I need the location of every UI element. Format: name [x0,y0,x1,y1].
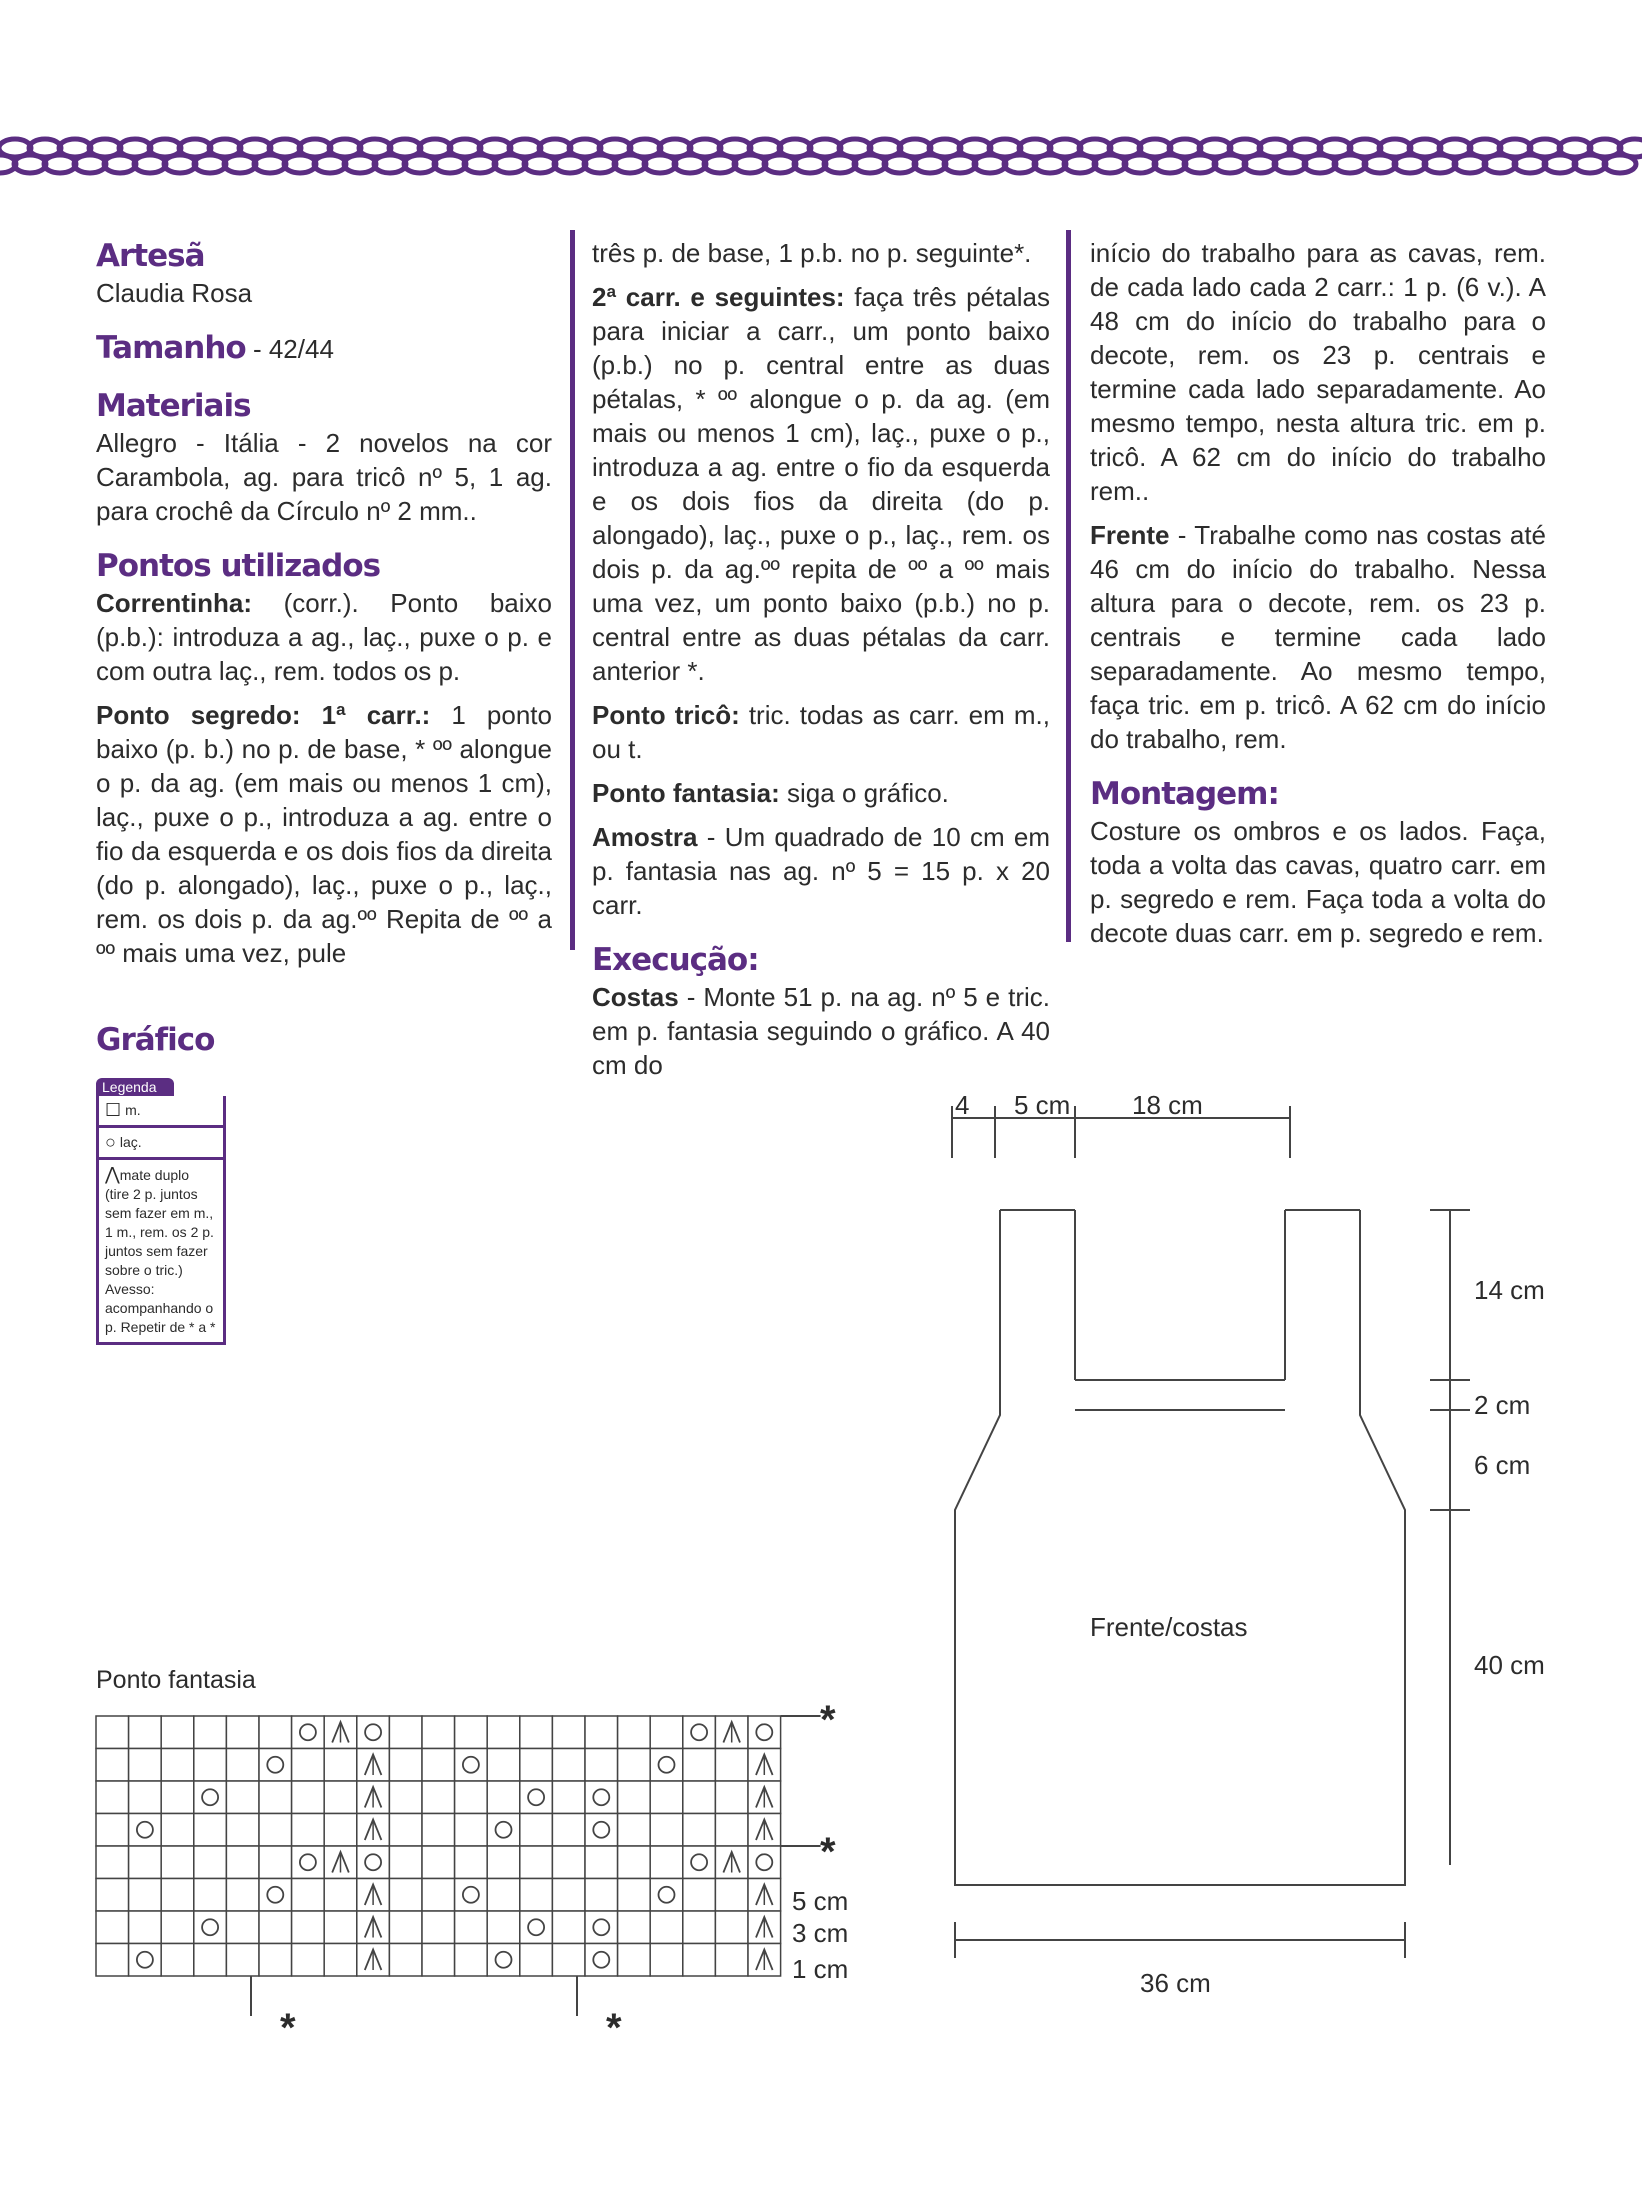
frente-paragraph [1090,518,1546,756]
dim-side-6cm: 6 cm [1474,1450,1531,1480]
dim-side-14cm: 14 cm [1474,1275,1545,1305]
chart-cell [683,1716,716,1749]
chart-cell [683,1749,716,1782]
chart-cell [487,1781,520,1814]
col3-continuation: início do trabalho para as cavas, rem. de cada lado cada 2 carr.: 1 p. (6 v.). A 48 cm do início do trabalho para o decote, rem. os 23 p. centrais e termine cada lado separadamente. Ao mesmo tempo, nesta altura tric. em p. tricô. A 62 cm do início do trabalho rem.. [1090,238,1546,506]
chart-cell [96,1781,129,1814]
chart-cell [96,1716,129,1749]
chart-cell [552,1781,585,1814]
chart-cell [585,1814,618,1847]
chart-cell [259,1911,292,1944]
chart-cell [226,1749,259,1782]
row-label-5cm: 5 cm [792,1886,849,1916]
legend-box [96,1079,226,1345]
chart-cell [552,1749,585,1782]
trico-paragraph [592,698,1050,766]
chart-cell [226,1846,259,1879]
dim-bottom-36cm: 36 cm [1140,1968,1211,1998]
chart-cell [161,1944,194,1977]
chart-cell [618,1781,651,1814]
chart-cell [129,1944,162,1977]
chart-cell [552,1716,585,1749]
chart-cell [715,1911,748,1944]
chart-cell [324,1749,357,1782]
chart-cell [455,1911,488,1944]
dim-top-18cm: 18 cm [1132,1090,1203,1120]
frente-label: Frente [1090,520,1170,550]
dim-top-5cm: 5 cm [1014,1090,1071,1120]
chart-cell [585,1911,618,1944]
chart-cell [650,1944,683,1977]
chart-cell [194,1814,227,1847]
trico-label: Ponto tricô: [592,700,740,730]
chart-cell [226,1911,259,1944]
chart-cell [324,1879,357,1912]
chart-cell [552,1944,585,1977]
chart-cell [520,1911,553,1944]
chart-cell [129,1716,162,1749]
chart-cell [683,1814,716,1847]
circle-icon: ○ [105,1132,116,1152]
segredo-label: Ponto segredo: 1ª carr.: [96,700,431,730]
chart-cell [552,1846,585,1879]
chart-cell [422,1749,455,1782]
chart-cell [292,1879,325,1912]
column-2 [592,236,1050,1092]
column-divider-left [570,230,575,950]
chart-cell [487,1846,520,1879]
chart-cell [194,1716,227,1749]
repeat-star-bottom-right: * [606,2006,622,2050]
chart-cell [487,1749,520,1782]
artesa-name: Claudia Rosa [96,278,253,308]
chart-cell [520,1814,553,1847]
chart-cell [422,1814,455,1847]
chart-cell [389,1814,422,1847]
legend-row-yarnover [99,1125,223,1157]
chart-cell [422,1846,455,1879]
chart-cell [650,1911,683,1944]
chart-cell [292,1944,325,1977]
double-decrease-icon: ⋀ [105,1164,120,1184]
chart-cell [455,1846,488,1879]
chart-cell [96,1879,129,1912]
frente-text: - Trabalhe como nas costas até 46 cm do início do trabalho. Nessa altura para o decote, rem. os 23 p. centrais e termine cada lado separadamente. Ao mesmo tempo, faça tric. em p. tricô. A 62 cm do início do trabalho, rem. [1090,520,1546,754]
chart-cell [650,1846,683,1879]
chart-cell [324,1814,357,1847]
chart-cell [259,1944,292,1977]
chart-cell [161,1846,194,1879]
chart-cell [96,1749,129,1782]
chart-cell [96,1911,129,1944]
correntinha-label: Correntinha: [96,588,252,618]
chart-cell [161,1749,194,1782]
chart-cell [552,1814,585,1847]
chart-cell [96,1944,129,1977]
chart-cell [389,1749,422,1782]
chart-cell [618,1944,651,1977]
chart-cell [194,1944,227,1977]
chart-cell [650,1749,683,1782]
diagram-center-label: Frente/costas [1090,1612,1248,1642]
chart-cell [292,1911,325,1944]
chart-cell [618,1846,651,1879]
fantasia-label: Ponto fantasia: [592,778,780,808]
chart-cell [194,1749,227,1782]
chart-cell [520,1879,553,1912]
chart-cell [552,1911,585,1944]
legend-decrease-desc: mate duplo (tire 2 p. juntos sem fazer em m., 1 m., rem. os 2 p. juntos sem fazer sobre o tric.) Avesso: acompanhando o p. Repetir de * a * [105,1167,216,1335]
trico-text: tric. todas as carr. em m., ou t. [592,700,1050,764]
column-3 [1090,236,1546,960]
chart-cell [422,1911,455,1944]
chart-cell [585,1944,618,1977]
chart-cell [292,1781,325,1814]
chart-cell [552,1879,585,1912]
chart-cell [161,1716,194,1749]
amostra-text: - Um quadrado de 10 cm em p. fantasia nas ag. nº 5 = 15 p. x 20 carr. [592,822,1050,920]
chart-cell [683,1879,716,1912]
chart-cell [585,1716,618,1749]
chart-cell [715,1749,748,1782]
chart-cell [389,1944,422,1977]
chart-cell [259,1846,292,1879]
artesa-heading: Artesã [96,238,205,274]
chart-cell [618,1879,651,1912]
dim-top-4: 4 [955,1090,970,1120]
chart-title: Ponto fantasia [96,1666,256,1694]
repeat-star-bottom-left: * [280,2006,296,2050]
chart-cell [259,1749,292,1782]
chart-cell [650,1781,683,1814]
chart-cell [715,1944,748,1977]
costas-text: - Monte 51 p. na ag. nº 5 e tric. em p. fantasia seguindo o gráfico. A 40 cm do [592,982,1050,1080]
chart-cell [226,1781,259,1814]
chart-cell [357,1716,390,1749]
chart-cell [715,1814,748,1847]
tamanho-line [96,328,552,368]
chart-cell [129,1749,162,1782]
chart-cell [455,1814,488,1847]
chart-cell [161,1879,194,1912]
correntinha-paragraph [96,586,552,688]
row-label-1cm: 1 cm [792,1954,849,1984]
chart-cell [292,1716,325,1749]
fantasia-paragraph [592,776,1050,810]
chart-cell [389,1846,422,1879]
chart-cell [585,1846,618,1879]
chart-cell [161,1911,194,1944]
repeat-star-mid: * [820,1830,836,1874]
chart-cell [520,1716,553,1749]
chart-cell [389,1781,422,1814]
chart-cell [324,1911,357,1944]
execucao-heading: Execução: [592,942,759,978]
chart-cell [487,1911,520,1944]
montagem-text: Costure os ombros e os lados. Faça, toda a volta das cavas, quatro carr. em p. segredo e rem. Faça toda a volta do decote duas carr. em p. segredo e rem. [1090,816,1546,948]
chart-cell [455,1944,488,1977]
chart-cell [683,1846,716,1879]
chart-cell [520,1781,553,1814]
costas-paragraph [592,980,1050,1082]
amostra-label: Amostra [592,822,698,852]
column-1 [96,236,552,980]
legend-row-knit [99,1096,223,1125]
chart-cell [683,1781,716,1814]
chart-cell [194,1879,227,1912]
chart-cell [585,1879,618,1912]
grafico-heading: Gráfico [96,1022,215,1058]
chart-cell [487,1944,520,1977]
legend-tab: Legenda [96,1078,174,1096]
chart-cell [748,1716,781,1749]
dim-side-40cm: 40 cm [1474,1650,1545,1680]
chart-cell [96,1814,129,1847]
chart-cell [96,1846,129,1879]
chart-cell [324,1944,357,1977]
chart-cell [487,1814,520,1847]
chart-cell [748,1846,781,1879]
chart-cell [292,1749,325,1782]
carr2-paragraph [592,280,1050,688]
chart-cell [259,1879,292,1912]
stitch-chart-grid [96,1716,796,1986]
chart-cell [389,1716,422,1749]
chart-cell [650,1716,683,1749]
tamanho-heading: Tamanho [96,330,246,366]
chart-cell [226,1944,259,1977]
chart-cell [129,1781,162,1814]
decorative-chain-border [0,132,1642,180]
chart-cell [129,1814,162,1847]
repeat-star-top: * [820,1698,836,1742]
chart-cell [520,1846,553,1879]
chart-cell [715,1879,748,1912]
segredo-paragraph [96,698,552,970]
chart-cell [389,1911,422,1944]
chart-cell [194,1911,227,1944]
chart-cell [520,1944,553,1977]
chart-cell [618,1911,651,1944]
montagem-heading: Montagem: [1090,776,1279,812]
chart-cell [259,1814,292,1847]
chart-cell [618,1814,651,1847]
materiais-heading: Materiais [96,388,251,424]
legend-knit-text: m. [125,1102,141,1118]
chart-cell [226,1879,259,1912]
square-icon: ☐ [105,1100,122,1120]
chart-cell [161,1781,194,1814]
chart-cell [422,1781,455,1814]
chart-cell [455,1781,488,1814]
chart-cell [226,1716,259,1749]
chart-cell [129,1879,162,1912]
col2-continuation: três p. de base, 1 p.b. no p. seguinte*. [592,238,1032,268]
chart-cell [422,1879,455,1912]
chart-cell [389,1879,422,1912]
chart-cell [487,1879,520,1912]
dim-side-2cm: 2 cm [1474,1390,1531,1420]
chart-cell [422,1944,455,1977]
chart-cell [259,1781,292,1814]
chart-cell [455,1749,488,1782]
chart-cell [357,1846,390,1879]
chart-cell [585,1781,618,1814]
chart-cell [292,1846,325,1879]
legend-yarnover-text: laç. [119,1134,142,1150]
chart-cell [226,1814,259,1847]
chart-cell [650,1814,683,1847]
chart-cell [683,1944,716,1977]
legend-row-decrease [99,1157,223,1342]
chart-cell [194,1846,227,1879]
garment-diagram [940,1100,1640,2000]
chart-cell [324,1781,357,1814]
carr2-label: 2ª carr. e seguintes: [592,282,845,312]
chart-cell [422,1716,455,1749]
chart-cell [715,1781,748,1814]
chart-cell [129,1911,162,1944]
chart-cell [455,1716,488,1749]
chart-cell [259,1716,292,1749]
amostra-paragraph [592,820,1050,922]
chart-cell [618,1749,651,1782]
chart-cell [487,1716,520,1749]
row-label-3cm: 3 cm [792,1918,849,1948]
chart-cell [161,1814,194,1847]
column-divider-right [1066,230,1071,942]
fantasia-text: siga o gráfico. [779,778,949,808]
costas-label: Costas [592,982,679,1012]
materiais-text: Allegro - Itália - 2 novelos na cor Carambola, ag. para tricô nº 5, 1 ag. para crochê da Círculo nº 2 mm.. [96,428,552,526]
chart-cell [585,1749,618,1782]
carr2-text: faça três pétalas para iniciar a carr., um ponto baixo (p.b.) no p. central entre as duas pétalas, * ºº alongue o p. da ag. (em mais ou menos 1 cm), laç., puxe o p., introduza a ag. entre o fio da esquerda e os dois fios da direita (do p. alongado), laç., puxe o p., laç., rem. os dois p. da ag.ºº repita de ºº a ºº mais uma vez, um ponto baixo (p.b.) no p. central entre as duas pétalas da carr. anterior *. [592,282,1050,686]
chart-cell [292,1814,325,1847]
chart-cell [520,1749,553,1782]
tamanho-value: - 42/44 [245,334,334,364]
chart-cell [683,1911,716,1944]
chart-cell [129,1846,162,1879]
legend-decrease-text [105,1165,217,1337]
chart-cell [455,1879,488,1912]
pontos-heading: Pontos utilizados [96,548,381,584]
chart-cell [650,1879,683,1912]
correntinha-text: (corr.). Ponto baixo (p.b.): introduza a ag., laç., puxe o p. e com outra laç., rem. todos os p. [96,588,552,686]
chart-cell [618,1716,651,1749]
segredo-text: 1 ponto baixo (p. b.) no p. de base, * ºº alongue o p. da ag. (em mais ou menos 1 cm), laç., puxe o p., introduza a ag. entre o fio da esquerda e os dois fios da direita (do p. alongado), laç., puxe o p., laç., rem. os dois p. da ag.ºº Repita de ºº a ºº mais uma vez, pule [96,700,552,968]
chart-cell [194,1781,227,1814]
